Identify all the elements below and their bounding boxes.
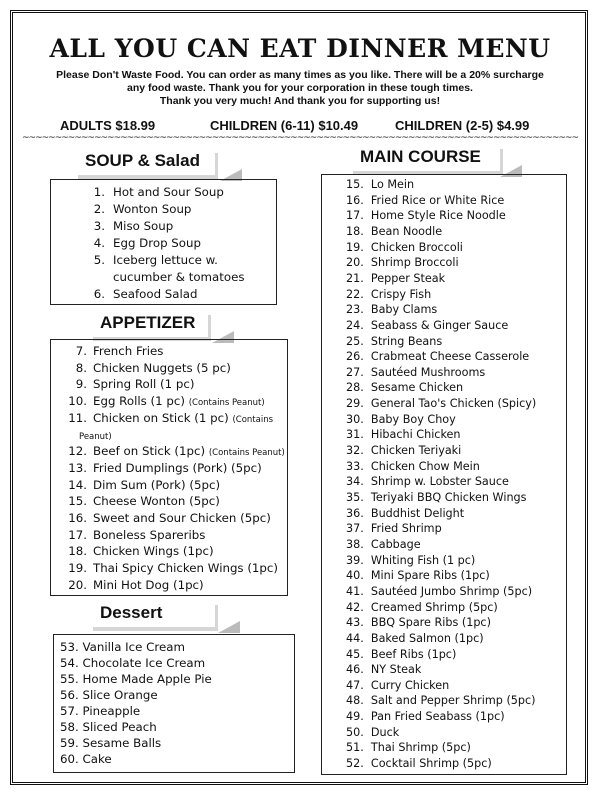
- dessert-heading: [90, 601, 215, 627]
- list-item: 31. Hibachi Chicken: [346, 428, 461, 442]
- list-item: 34. Shrimp w. Lobster Sauce: [346, 475, 509, 489]
- list-item: [65, 578, 204, 592]
- list-item: 44. Baked Salmon (1pc): [346, 631, 484, 645]
- list-item: 35. Teriyaki BBQ Chicken Wings: [346, 491, 527, 504]
- menu-title: ALL YOU CAN EAT DINNER MENU: [49, 34, 551, 63]
- item-number: 11.: [68, 410, 87, 425]
- notice-line-1: Please Don't Waste Food. You can order as many times as you like. There will be a 20% surcharge: [56, 69, 544, 81]
- item-name: Beef on Stick (1pc): [93, 444, 209, 459]
- list-item: 38. Cabbage: [346, 537, 421, 551]
- item-name: Chicken Wings (1pc): [93, 544, 214, 559]
- list-item: 58. Sliced Peach: [60, 720, 157, 734]
- item-number: 1.: [93, 185, 105, 199]
- item-number: 9.: [75, 377, 87, 392]
- appetizer-heading: [90, 311, 208, 337]
- list-item: [87, 202, 191, 216]
- list-item: [79, 428, 112, 442]
- item-name: Chicken on Stick (1 pc): [93, 410, 233, 425]
- appetizer-heading-label: APPETIZER: [100, 313, 196, 332]
- list-item: 56. Slice Orange: [60, 688, 158, 702]
- list-item: 24. Seabass & Ginger Sauce: [346, 318, 509, 332]
- soup-heading: [75, 149, 215, 175]
- list-item: 39. Whiting Fish (1 pc): [346, 553, 476, 567]
- list-item: [65, 494, 220, 508]
- soup-heading-label: SOUP & Salad: [85, 151, 200, 170]
- item-number: 3.: [93, 219, 105, 233]
- list-item: 30. Baby Boy Choy: [346, 412, 456, 426]
- tilde-divider: ~~~~~~~~~~~~~~~~~~~~~~~~~~~~~~~~~~~~~~~~~~~~~~~~~~~~~~~~~~~~~~~~~~~~~~~~~~~~~~~~~~~~~: [22, 133, 578, 143]
- item-number: 2.: [93, 202, 105, 216]
- list-item: 50. Duck: [346, 725, 400, 739]
- dessert-list: [53, 634, 295, 773]
- list-item: 21. Pepper Steak: [346, 271, 446, 285]
- list-item: [87, 253, 218, 267]
- list-item: 43. BBQ Spare Ribs (1pc): [346, 616, 491, 630]
- list-item: 33. Chicken Chow Mein: [346, 459, 480, 473]
- item-name: Sweet and Sour Chicken (5pc): [93, 511, 271, 525]
- list-item: 18. Bean Noodle: [346, 224, 443, 238]
- item-note: (Contains Peanut): [188, 398, 265, 409]
- list-item: 16. Fried Rice or White Rice: [346, 193, 505, 207]
- item-note: Peanut): [79, 431, 112, 442]
- list-item: 37. Fried Shrimp: [346, 522, 442, 536]
- list-item: 47. Curry Chicken: [346, 678, 450, 692]
- list-item: [65, 561, 278, 575]
- dessert-heading-label: Dessert: [100, 603, 163, 622]
- list-item: 53. Vanilla Ice Cream: [60, 640, 185, 654]
- item-name: Cheese Wonton (5pc): [93, 494, 220, 509]
- item-number: 10.: [68, 394, 87, 409]
- list-item: 52. Cocktail Shrimp (5pc): [346, 757, 492, 771]
- list-item: [87, 270, 245, 284]
- item-number: 17.: [68, 527, 87, 542]
- item-number: 13.: [68, 460, 87, 475]
- list-item: 20. Shrimp Broccoli: [346, 256, 459, 270]
- list-item: [65, 361, 231, 375]
- item-name: Boneless Spareribs: [93, 527, 206, 542]
- item-note: (Contains Peanut): [208, 448, 285, 459]
- price-children-6-11: CHILDREN (6-11) $10.49: [210, 118, 359, 133]
- list-item: [65, 377, 194, 391]
- list-item: 27. Sautéed Mushrooms: [346, 365, 486, 379]
- item-number: 8.: [75, 360, 87, 375]
- list-item: 55. Home Made Apple Pie: [60, 672, 212, 686]
- list-item: 51. Thai Shrimp (5pc): [346, 741, 471, 755]
- item-note: (Contains: [232, 414, 274, 425]
- main-course-heading: [350, 145, 500, 171]
- list-item: [65, 461, 262, 475]
- item-number: 6.: [93, 287, 105, 301]
- appetizer-list: [50, 339, 288, 596]
- item-name: Hot and Sour Soup: [113, 185, 224, 199]
- heading-arrow-icon: [218, 621, 240, 633]
- item-name: Egg Rolls (1 pc): [93, 394, 189, 409]
- item-number: 19.: [68, 561, 87, 576]
- list-item: 22. Crispy Fish: [346, 287, 432, 301]
- list-item: [65, 511, 271, 525]
- item-number: 20.: [68, 577, 87, 592]
- list-item: 25. String Beans: [346, 334, 443, 348]
- list-item: 36. Buddhist Delight: [346, 506, 465, 520]
- list-item: 42. Creamed Shrimp (5pc): [346, 600, 498, 614]
- item-number: 4.: [93, 236, 105, 250]
- list-item: [87, 185, 224, 199]
- list-item: 17. Home Style Rice Noodle: [346, 209, 506, 223]
- list-item: 59. Sesame Balls: [60, 736, 162, 750]
- list-item: 28. Sesame Chicken: [346, 381, 464, 395]
- item-name: Fried Dumplings (Pork) (5pc): [93, 460, 262, 475]
- item-name: French Fries: [93, 344, 164, 358]
- list-item: 57. Pineapple: [60, 704, 141, 718]
- list-item: [65, 444, 285, 458]
- list-item: [65, 478, 220, 492]
- item-number: 12.: [68, 444, 87, 459]
- list-item: [65, 528, 205, 542]
- price-children-2-5: CHILDREN (2-5) $4.99: [395, 118, 530, 133]
- list-item: 40. Mini Spare Ribs (1pc): [346, 569, 490, 583]
- list-item: 48. Salt and Pepper Shrimp (5pc): [346, 694, 536, 708]
- list-item: 29. General Tao's Chicken (Spicy): [346, 397, 537, 411]
- soup-list: [50, 179, 277, 305]
- list-item: [65, 411, 273, 425]
- list-item: 41. Sautéed Jumbo Shrimp (5pc): [346, 584, 533, 598]
- list-item: [65, 344, 163, 358]
- item-name: Thai Spicy Chicken Wings (1pc): [93, 561, 279, 576]
- item-name: Miso Soup: [113, 219, 174, 233]
- price-adults: ADULTS $18.99: [60, 118, 156, 133]
- item-number: 18.: [68, 544, 87, 559]
- item-name: Dim Sum (Pork) (5pc): [93, 477, 221, 492]
- list-item: 46. NY Steak: [346, 663, 422, 677]
- item-name: Mini Hot Dog (1pc): [93, 577, 204, 592]
- notice-line-3: Thank you very much! And thank you for supporting us!: [159, 95, 441, 107]
- notice-line-2: any food waste. Thank you for your corporation in these tough times.: [127, 82, 473, 94]
- list-item: 19. Chicken Broccoli: [346, 240, 463, 254]
- list-item: 45. Beef Ribs (1pc): [346, 647, 457, 661]
- item-name: Wonton Soup: [113, 202, 192, 216]
- item-number: 7.: [75, 344, 87, 358]
- item-number: 14.: [68, 477, 87, 492]
- item-number: 16.: [68, 511, 87, 525]
- list-item: 26. Crabmeat Cheese Casserole: [346, 350, 530, 364]
- item-name: Iceberg lettuce w.: [113, 253, 218, 267]
- item-name: Egg Drop Soup: [113, 236, 201, 250]
- list-item: [87, 287, 198, 301]
- item-name: Seafood Salad: [113, 287, 198, 301]
- main-course-list: [321, 174, 567, 775]
- list-item: [87, 236, 201, 250]
- list-item: [65, 394, 265, 408]
- item-name: Spring Roll (1 pc): [93, 377, 195, 392]
- item-number: 15.: [68, 494, 87, 509]
- list-item: 60. Cake: [60, 752, 112, 766]
- list-item: 23. Baby Clams: [346, 303, 438, 317]
- list-item: 49. Pan Fried Seabass (1pc): [346, 710, 505, 724]
- main-course-heading-label: MAIN COURSE: [360, 147, 481, 166]
- item-name: Chicken Nuggets (5 pc): [93, 360, 231, 375]
- list-item: [65, 544, 214, 558]
- list-item: 32. Chicken Teriyaki: [346, 444, 462, 458]
- list-item: 15. Lo Mein: [346, 178, 415, 191]
- list-item: 54. Chocolate Ice Cream: [60, 656, 206, 670]
- list-item: [87, 219, 173, 233]
- item-number: 5.: [93, 253, 105, 267]
- item-name: cucumber & tomatoes: [113, 270, 245, 284]
